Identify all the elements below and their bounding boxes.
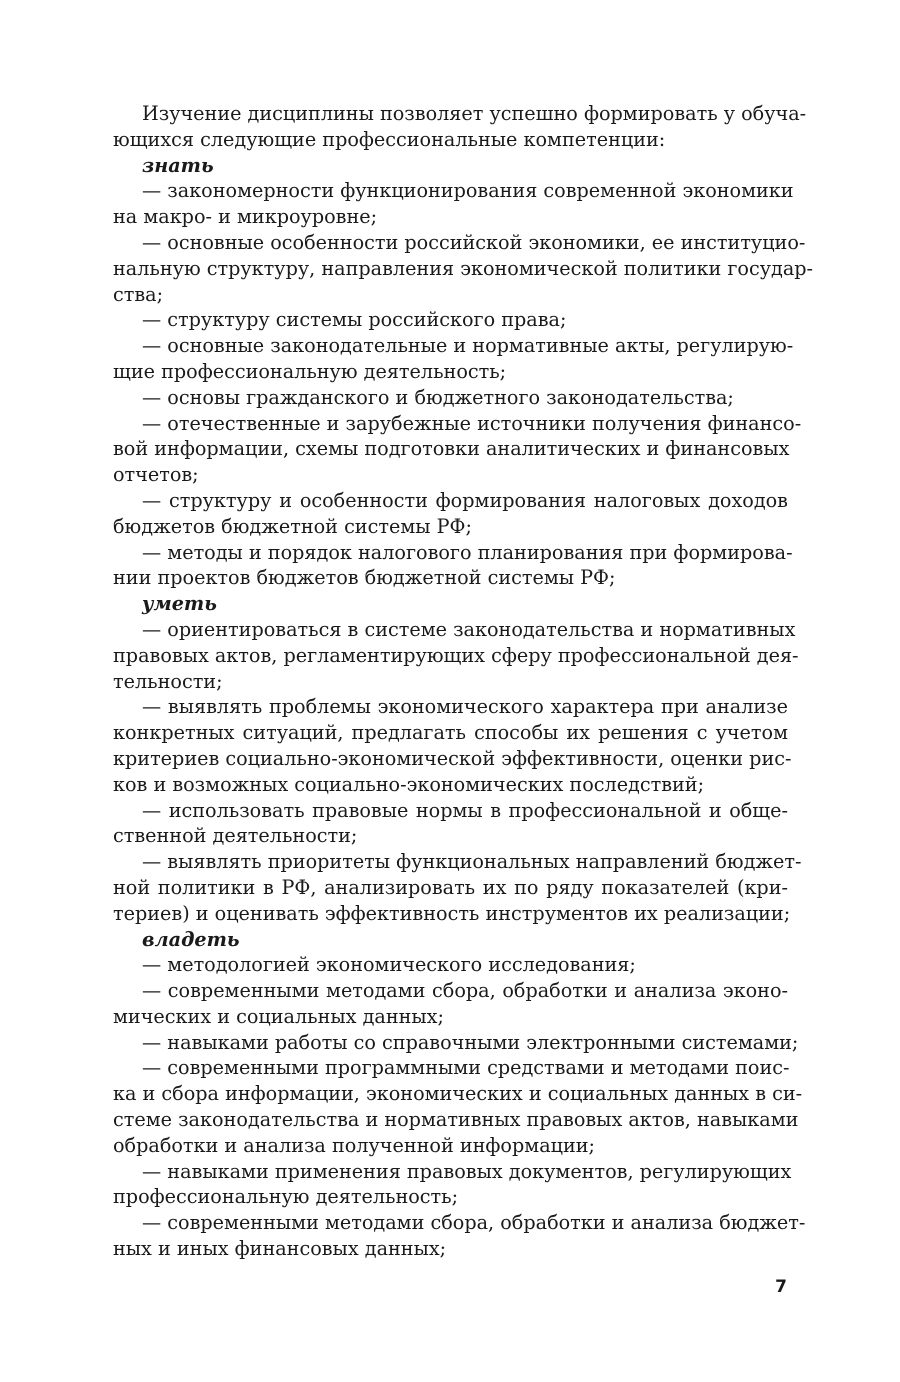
section-heading: уметь	[142, 592, 217, 616]
text-line: обработки и анализа полученной информации;	[113, 1133, 596, 1157]
text-line: — выявлять приоритеты функциональных направлений бюджет-	[142, 850, 802, 874]
text-line: териев) и оценивать эффективность инструментов их реализации;	[113, 901, 791, 925]
text-line: вой информации, схемы подготовки аналитических и финансовых	[113, 437, 790, 461]
text-line: ка и сбора информации, экономических и социальных данных в си-	[113, 1082, 803, 1106]
text-line: правовых актов, регламентирующих сферу профессиональной дея-	[113, 643, 799, 667]
text-line: нальную структуру, направления экономической политики государ-	[113, 256, 814, 280]
text-line: мических и социальных данных;	[113, 1004, 444, 1028]
page-body	[113, 101, 814, 1262]
text-line: на макро- и микроуровне;	[113, 205, 378, 229]
text-line: — методологией экономического исследования;	[142, 953, 636, 977]
text-line: щие профессиональную деятельность;	[113, 359, 507, 383]
section-heading: знать	[142, 153, 214, 177]
text-line: ственной деятельности;	[113, 824, 358, 848]
text-line: — отечественные и зарубежные источники получения финансо-	[142, 411, 802, 435]
text-line: — навыками работы со справочными электронными системами;	[142, 1030, 799, 1054]
text-line: ных и иных финансовых данных;	[113, 1237, 447, 1261]
text-line: Изучение дисциплины позволяет успешно формировать у обуча-	[142, 102, 807, 125]
text-line: отчетов;	[113, 463, 199, 487]
text-line: — основные законодательные и нормативные акты, регулирую-	[142, 334, 794, 358]
text-line: ющихся следующие профессиональные компетенции:	[113, 127, 666, 151]
text-line: — использовать правовые нормы в профессиональной и обще-	[142, 798, 788, 822]
text-line: — современными методами сбора, обработки и анализа эконо-	[142, 979, 788, 1003]
text-line: ства;	[113, 282, 164, 306]
text-line: критериев социально-экономической эффективности, оценки рис-	[113, 746, 792, 770]
text-line: — структуру системы российского права;	[142, 308, 567, 332]
text-line: — основные особенности российской экономики, ее институцио-	[142, 230, 806, 254]
section-heading: владеть	[142, 927, 240, 951]
text-line: нии проектов бюджетов бюджетной системы РФ;	[113, 566, 616, 590]
text-line: — структуру и особенности формирования налоговых доходов	[142, 488, 788, 512]
text-line: стеме законодательства и нормативных правовых актов, навыками	[113, 1108, 799, 1132]
text-line: тельности;	[113, 669, 223, 693]
text-line: бюджетов бюджетной системы РФ;	[113, 514, 472, 538]
text-line: ков и возможных социально-экономических последствий;	[113, 772, 705, 796]
text-line: профессиональную деятельность;	[113, 1185, 459, 1209]
text-line: — методы и порядок налогового планирования при формирова-	[142, 540, 793, 564]
text-line: — выявлять проблемы экономического характера при анализе	[142, 695, 788, 719]
text-line: — ориентироваться в системе законодательства и нормативных	[142, 617, 796, 641]
page-number: 7	[775, 1277, 787, 1297]
text-line: — современными программными средствами и методами поис-	[142, 1056, 790, 1080]
text-line: — навыками применения правовых документов, регулирующих	[142, 1159, 792, 1183]
text-line: ной политики в РФ, анализировать их по ряду показателей (кри-	[113, 875, 788, 899]
text-line: — закономерности функционирования современной экономики	[142, 179, 794, 203]
text-line: — основы гражданского и бюджетного законодательства;	[142, 385, 734, 409]
text-line: конкретных ситуаций, предлагать способы их решения с учетом	[113, 721, 788, 745]
text-line: — современными методами сбора, обработки и анализа бюджет-	[142, 1211, 806, 1235]
